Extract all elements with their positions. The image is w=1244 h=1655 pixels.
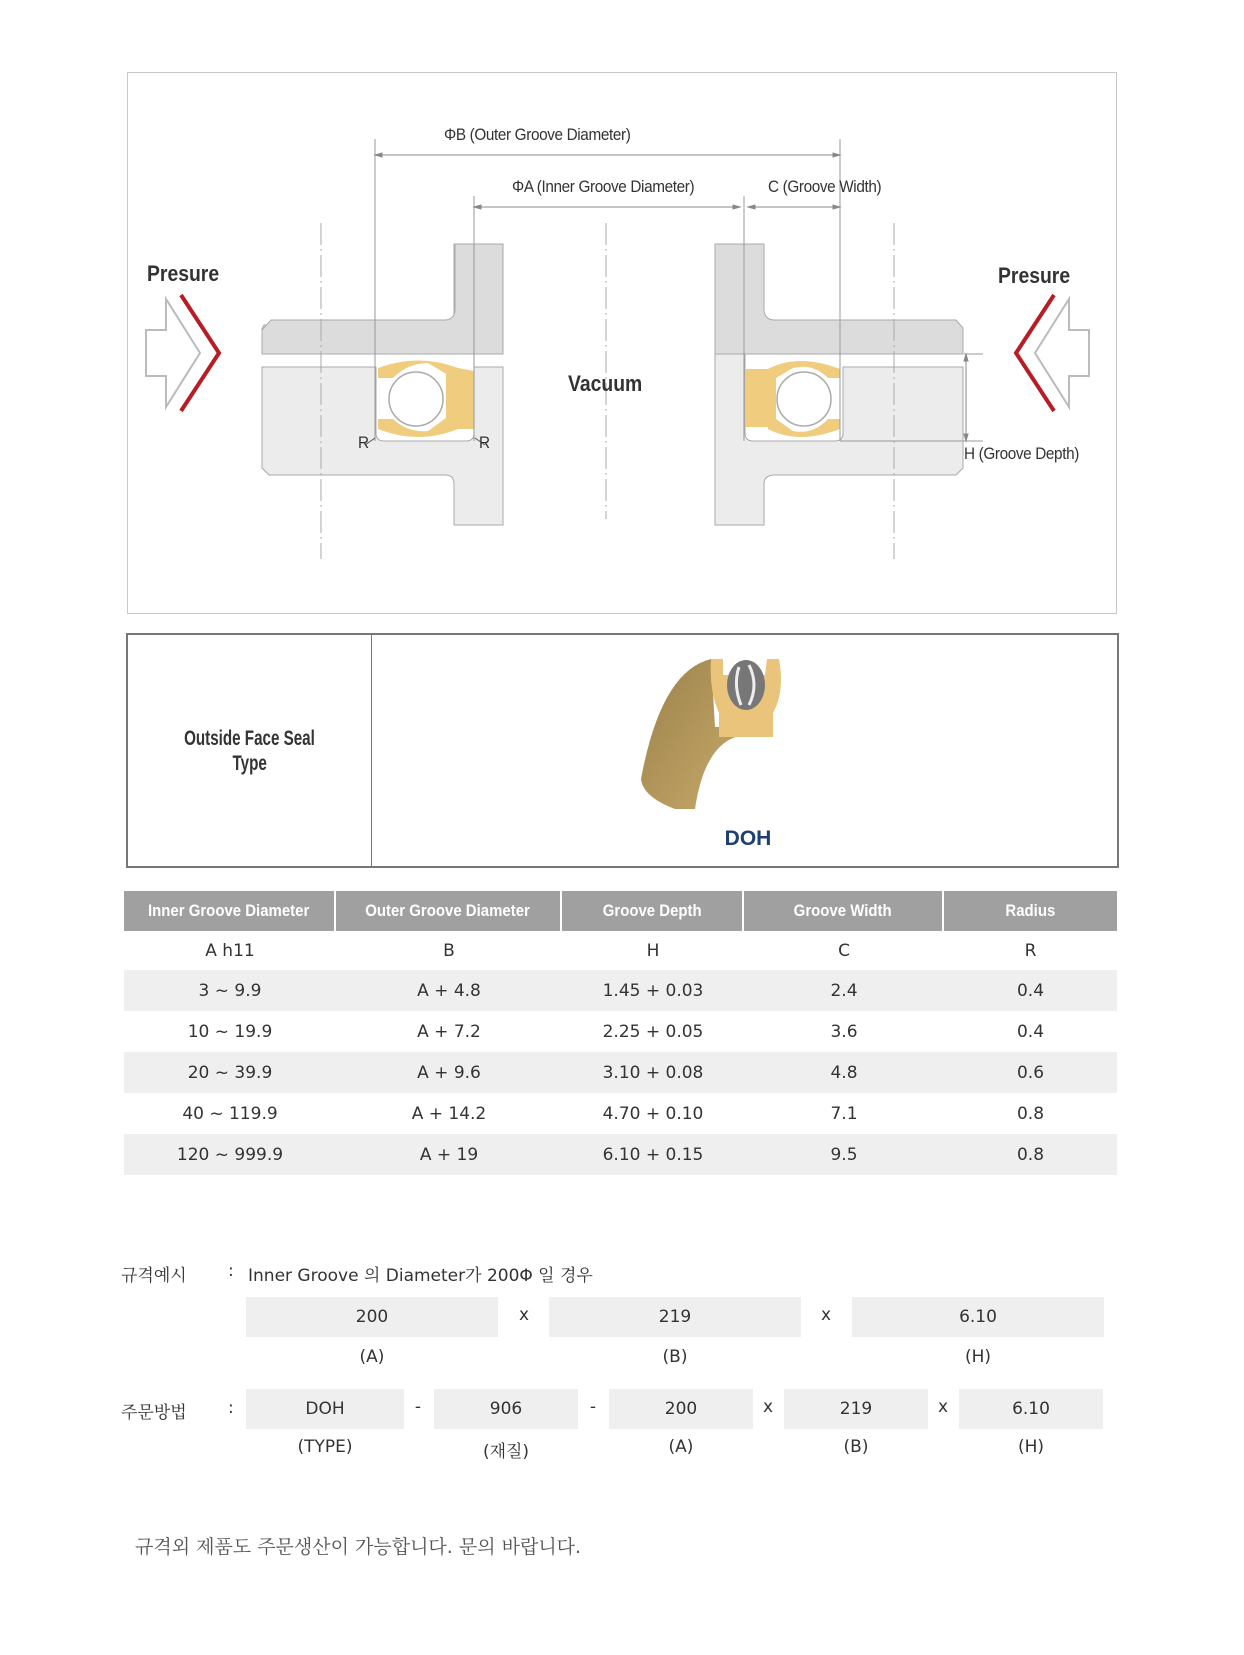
- order-colon: :: [228, 1398, 234, 1418]
- table-cell: A + 9.6: [336, 1052, 562, 1093]
- radius-right-label: R: [479, 433, 490, 452]
- order-value-material: 906: [434, 1389, 578, 1429]
- table-cell: 120 ~ 999.9: [124, 1134, 336, 1175]
- table-cell: 0.4: [944, 970, 1117, 1011]
- header-groove-depth: Groove Depth: [562, 891, 744, 931]
- header-outer-groove-diameter: Outer Groove Diameter: [336, 891, 562, 931]
- example-separator: x: [518, 1305, 530, 1325]
- example-value-a: 200: [246, 1297, 498, 1337]
- order-value-h: 6.10: [959, 1389, 1103, 1429]
- groove-cross-section-drawing: [128, 73, 1118, 615]
- order-separator: x: [937, 1397, 949, 1417]
- order-separator: -: [414, 1397, 422, 1417]
- table-symbol-row: [124, 931, 1117, 970]
- example-caption-h: (H): [964, 1347, 992, 1367]
- header-inner-groove-diameter: Inner Groove Diameter: [124, 891, 336, 931]
- example-description: Inner Groove 의 Diameter가 200Φ 일 경우: [248, 1266, 593, 1286]
- groove-diagram: [127, 72, 1117, 614]
- right-pressure-arrow-icon: [1016, 295, 1089, 411]
- vacuum-label: Vacuum: [568, 371, 643, 396]
- table-cell: 20 ~ 39.9: [124, 1052, 336, 1093]
- groove-depth-label: H (Groove Depth): [964, 444, 1079, 463]
- table-row: [124, 1134, 1117, 1175]
- table-cell: 7.1: [830, 1103, 858, 1124]
- table-cell: 40 ~ 119.9: [182, 1103, 278, 1124]
- pressure-left-label: Presure: [147, 261, 220, 286]
- table-cell: 0.4: [1016, 1021, 1045, 1042]
- table-cell: 2.25 + 0.05: [602, 1021, 704, 1042]
- order-separator: -: [589, 1397, 597, 1417]
- example-value-h: 6.10: [852, 1297, 1104, 1337]
- order-label: 주문방법: [121, 1403, 187, 1423]
- groove-width-label: C (Groove Width): [768, 177, 882, 196]
- table-cell: 10 ~ 19.9: [187, 1021, 273, 1042]
- table-row: [124, 1052, 1117, 1093]
- table-cell: 3 ~ 9.9: [124, 970, 336, 1011]
- table-cell: 4.8: [744, 1052, 944, 1093]
- table-cell: C: [838, 940, 850, 961]
- table-cell: 4.70 + 0.10: [602, 1103, 704, 1124]
- table-cell: H: [646, 940, 660, 961]
- table-cell: 0.8: [1016, 1103, 1045, 1124]
- seal-type-panel: [126, 633, 1119, 868]
- table-cell: 6.10 + 0.15: [562, 1134, 744, 1175]
- table-cell: 3.6: [830, 1021, 858, 1042]
- type-divider: [371, 635, 372, 866]
- pressure-right-label: Presure: [998, 263, 1071, 288]
- table-cell: 1.45 + 0.03: [562, 970, 744, 1011]
- table-cell: 0.6: [944, 1052, 1117, 1093]
- left-pressure-arrow-icon: [146, 295, 219, 411]
- table-row: [124, 970, 1117, 1011]
- order-separator: x: [762, 1397, 774, 1417]
- custom-order-note: 규격외 제품도 주문생산이 가능합니다. 문의 바랍니다.: [135, 1536, 582, 1558]
- table-cell: 0.8: [944, 1134, 1117, 1175]
- table-cell: A h11: [205, 940, 255, 961]
- table-cell: R: [1024, 940, 1037, 961]
- seal-type-line2: Type: [232, 751, 267, 775]
- table-row: [124, 1093, 1117, 1134]
- example-caption-a: (A): [359, 1347, 385, 1367]
- order-value-a: 200: [609, 1389, 753, 1429]
- example-colon: :: [228, 1261, 234, 1281]
- table-cell: A + 19: [336, 1134, 562, 1175]
- example-label: 규격예시: [121, 1266, 187, 1286]
- order-value-b: 219: [784, 1389, 928, 1429]
- order-caption-b: (B): [843, 1437, 869, 1457]
- table-cell: 3.10 + 0.08: [562, 1052, 744, 1093]
- table-cell: A + 4.8: [336, 970, 562, 1011]
- groove-spec-table: [124, 891, 1117, 1175]
- order-value-type: DOH: [246, 1389, 404, 1429]
- right-upper-flange: [715, 244, 963, 354]
- order-caption-material: (재질): [482, 1442, 530, 1462]
- table-cell: 2.4: [744, 970, 944, 1011]
- order-caption-h: (H): [1017, 1437, 1045, 1457]
- example-separator: x: [820, 1305, 832, 1325]
- table-cell: A + 14.2: [411, 1103, 487, 1124]
- left-seal-profile: [378, 361, 474, 438]
- table-cell: A + 7.2: [417, 1021, 481, 1042]
- right-seal-profile: [745, 361, 840, 437]
- example-caption-b: (B): [662, 1347, 688, 1367]
- left-upper-plate: [262, 244, 503, 354]
- seal-type-line1: Outside Face Seal: [184, 726, 315, 750]
- table-cell: B: [443, 940, 455, 961]
- table-row: [124, 1011, 1117, 1052]
- header-radius: Radius: [944, 891, 1117, 931]
- seal-type-label: [128, 635, 371, 866]
- header-groove-width: Groove Width: [744, 891, 944, 931]
- table-header-row: [124, 891, 1117, 931]
- doh-seal-3d-image: [633, 651, 793, 821]
- inner-groove-diameter-label: ΦA (Inner Groove Diameter): [512, 177, 695, 196]
- example-value-b: 219: [549, 1297, 801, 1337]
- order-caption-a: (A): [668, 1437, 694, 1457]
- outer-groove-diameter-label: ΦB (Outer Groove Diameter): [444, 125, 631, 144]
- radius-left-label: R: [358, 433, 369, 452]
- order-caption-type: (TYPE): [297, 1437, 353, 1457]
- product-code-label: DOH: [724, 827, 772, 850]
- table-cell: 9.5: [744, 1134, 944, 1175]
